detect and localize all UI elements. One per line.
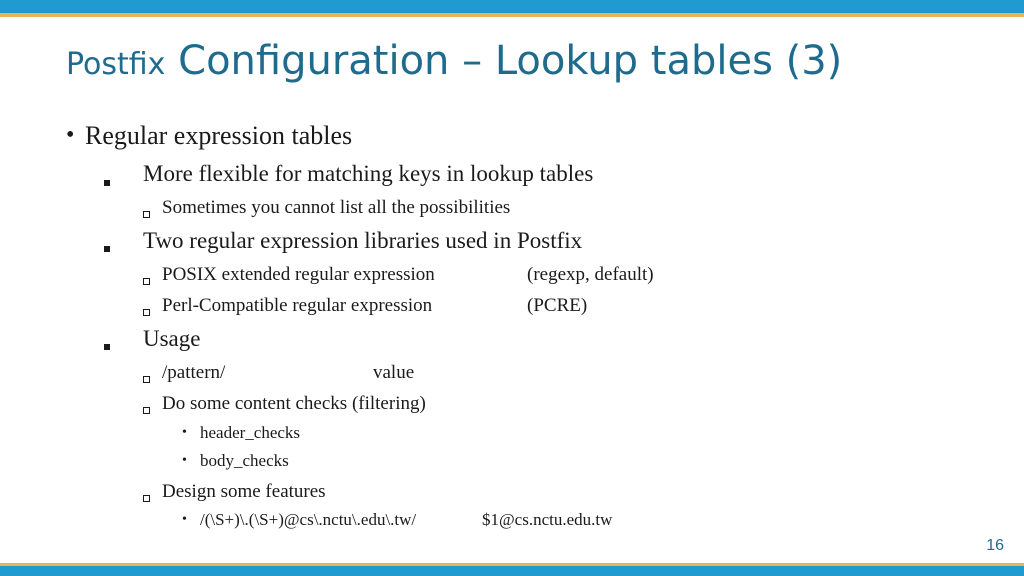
point-usage: Usage <box>143 326 201 351</box>
bullet-dot-small: • <box>182 425 187 440</box>
regex-example: /(\S+)\.(\S+)@cs\.nctu\.edu\.tw/ <box>200 510 417 529</box>
slide-title <box>66 30 842 96</box>
top-accent-stripe <box>0 13 1024 17</box>
usage-pattern: /pattern/ <box>162 362 226 383</box>
point-two-libraries: Two regular expression libraries used in Postfix <box>143 228 583 253</box>
heading-regex-tables: Regular expression tables <box>85 121 353 150</box>
pcre-name: Perl-Compatible regular expression <box>162 295 433 316</box>
bullet-square <box>104 246 110 252</box>
usage-value: value <box>373 362 415 383</box>
bullet-hollow-square <box>143 309 150 316</box>
usage-content-checks: Do some content checks (filtering) <box>162 393 426 414</box>
bullet-hollow-square <box>143 495 150 502</box>
header-checks: header_checks <box>200 423 301 442</box>
usage-design-features: Design some features <box>162 481 326 502</box>
title-main: Configuration – Lookup tables (3) <box>178 38 843 84</box>
bullet-hollow-square <box>143 211 150 218</box>
bullet-dot: • <box>66 122 75 148</box>
regex-result: $1@cs.nctu.edu.tw <box>482 510 613 529</box>
bottom-accent-bar <box>0 566 1024 576</box>
bullet-dot-small: • <box>182 453 187 468</box>
top-accent-bar <box>0 0 1024 13</box>
posix-note: (regexp, default) <box>527 264 654 285</box>
bullet-hollow-square <box>143 278 150 285</box>
posix-name: POSIX extended regular expression <box>162 264 435 285</box>
bullet-hollow-square <box>143 376 150 383</box>
title-prefix: Postfix <box>66 47 166 82</box>
bullet-square <box>104 180 110 186</box>
bullet-dot-small: • <box>182 512 187 527</box>
point-cannot-list: Sometimes you cannot list all the possibilities <box>162 197 511 218</box>
body-checks: body_checks <box>200 451 289 470</box>
bullet-square <box>104 344 110 350</box>
pcre-note: (PCRE) <box>527 295 588 316</box>
page-number: 16 <box>986 537 1004 554</box>
bullet-hollow-square <box>143 407 150 414</box>
point-flexible: More flexible for matching keys in lookup tables <box>143 161 594 186</box>
